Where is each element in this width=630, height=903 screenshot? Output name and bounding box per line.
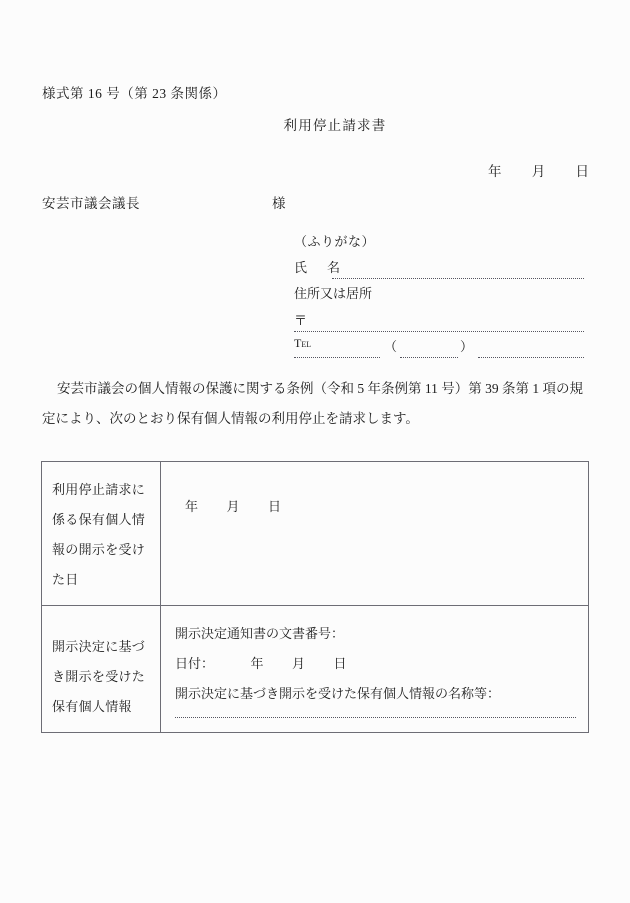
- name-input-rule[interactable]: [332, 278, 584, 279]
- postal-code-row[interactable]: [288, 310, 584, 336]
- applicant-block: [288, 231, 584, 362]
- name-row[interactable]: [288, 257, 584, 283]
- form-number: 様式第 16 号（第 23 条関係）: [42, 86, 227, 101]
- furigana-row: [288, 231, 584, 257]
- decision-notice-document-number-line: 開示決定通知書の文書番号：: [175, 626, 345, 641]
- body-paragraph: [42, 374, 590, 434]
- disclosure-decision-fields[interactable]: [161, 606, 588, 728]
- table-row-2-label: 開示決定に基づき開示を受けた保有個人情報: [52, 639, 146, 714]
- telephone-input-rule-2[interactable]: [400, 357, 458, 358]
- row-1-year: 年: [185, 499, 199, 514]
- disclosed-info-name-line: 開示決定に基づき開示を受けた保有個人情報の名称等：: [175, 686, 501, 701]
- page-title: 利用停止請求書: [283, 118, 387, 133]
- postal-input-rule[interactable]: [294, 331, 584, 332]
- body-paragraph-line-1: 安芸市議会の個人情報の保護に関する条例（令和 5 年条例第 11 号）第 39 条第 1 項の規: [57, 381, 583, 396]
- addressee-honorific: 様: [272, 196, 286, 211]
- table-row-1-value-cell[interactable]: [161, 462, 589, 606]
- table-row-1-label-cell: [42, 462, 161, 606]
- telephone-input-rule-1[interactable]: [294, 357, 380, 358]
- date-line-month: 月: [531, 164, 546, 179]
- address-row: [288, 283, 584, 310]
- table-row-1-label: 利用停止請求に係る保有個人情報の開示を受けた日: [52, 482, 146, 587]
- name-label-first: 氏: [294, 260, 308, 275]
- table-row: [42, 462, 589, 606]
- table-row: [42, 606, 589, 733]
- furigana-label: （ふりがな）: [294, 234, 376, 249]
- table-row-2-value-cell[interactable]: [161, 606, 589, 733]
- telephone-input-rule-3[interactable]: [478, 357, 584, 358]
- body-paragraph-line-2: 定により、次のとおり保有個人情報の利用停止を請求します。: [42, 411, 419, 426]
- decision-date-year: 年: [250, 656, 264, 671]
- disclosure-received-date-field[interactable]: [161, 462, 588, 570]
- postal-mark-icon: 〒: [294, 313, 308, 328]
- telephone-paren-close: ）: [460, 339, 474, 354]
- decision-notice-date-line[interactable]: [175, 649, 576, 679]
- telephone-paren-open: （: [384, 339, 398, 354]
- name-label-second: 名: [327, 260, 341, 275]
- disclosed-info-name-input-rule[interactable]: [175, 717, 576, 718]
- name-label: [294, 257, 340, 276]
- date-line-day: 日: [575, 164, 590, 179]
- telephone-row[interactable]: [288, 336, 584, 362]
- row-1-day: 日: [268, 499, 282, 514]
- date-line-year: 年: [488, 164, 502, 179]
- row-1-month: 月: [226, 499, 240, 514]
- telephone-label: Tel: [294, 336, 312, 350]
- table-row-2-label-cell: [42, 606, 161, 733]
- decision-date-day: 日: [333, 656, 347, 671]
- decision-date-prefix: 日付：: [175, 656, 215, 671]
- address-label: 住所又は居所: [294, 286, 373, 301]
- addressee-name: 安芸市議会議長: [42, 196, 140, 211]
- decision-date-month: 月: [292, 656, 306, 671]
- request-details-table: [41, 461, 589, 733]
- date-line: [488, 165, 590, 179]
